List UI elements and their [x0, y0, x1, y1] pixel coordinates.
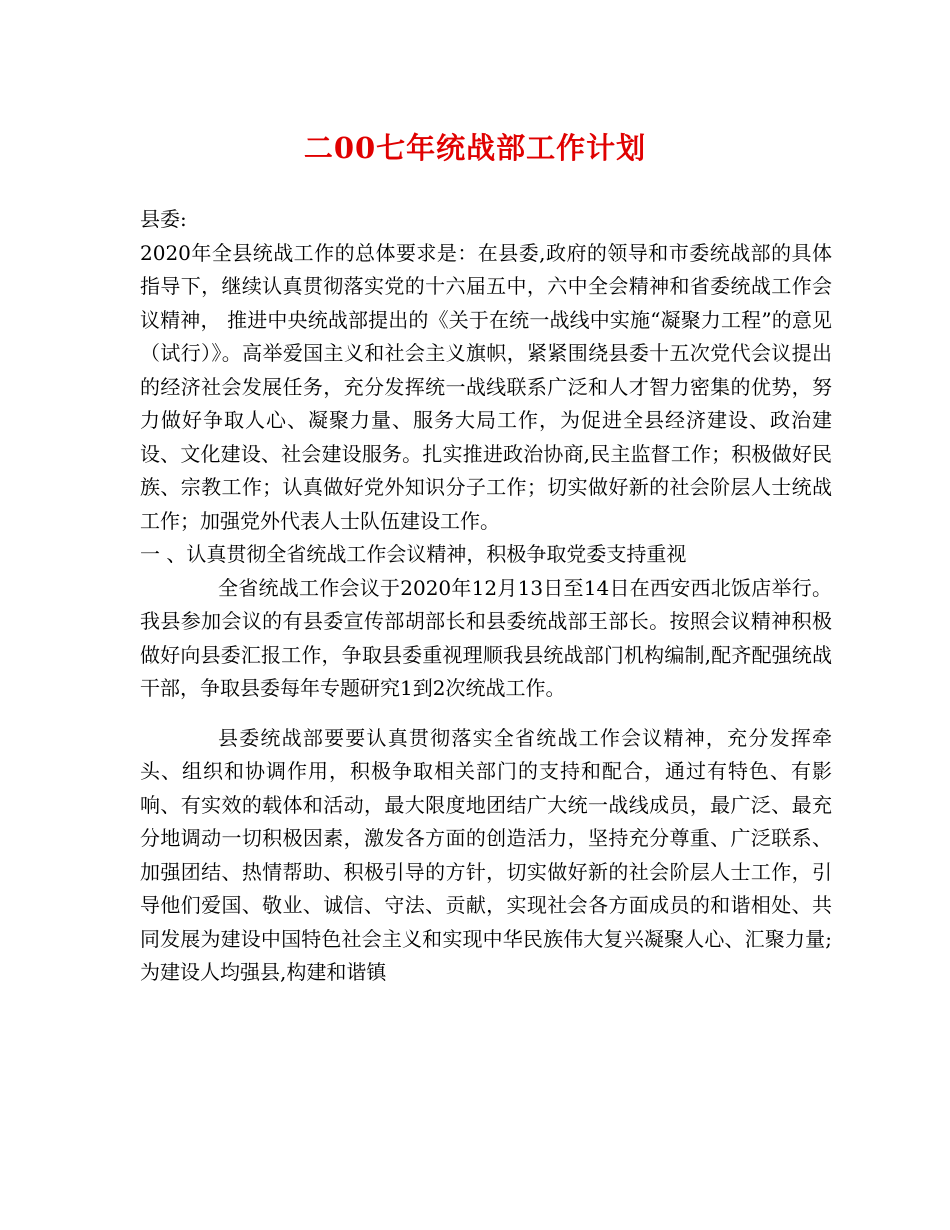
document-title: 二00七年统战部工作计划 — [303, 131, 647, 165]
paragraph-conference: 全省统战工作会议于2020年12月13日至14日在西安西北饭店举行。我县参加会议的有县委宣传部胡部长和县委统战部王部长。按照会议精神积极做好向县委汇报工作，争取县委重视理顺我县统战部门机构编制,配齐配强统战干部，争取县委每年专题研究1到2次统战工作。 — [140, 575, 832, 700]
salutation: 县委: — [140, 207, 187, 231]
document-body — [140, 203, 832, 990]
paragraph-implementation: 县委统战部要要认真贯彻落实全省统战工作会议精神，充分发挥牵头、组织和协调作用，积极争取相关部门的支持和配合，通过有特色、有影响、有实效的载体和活动，最大限度地团结广大统一战线成员，最广泛、最充分地调动一切积极因素，激发各方面的创造活力，坚持充分尊重、广泛联系、加强团结、热情帮助、积极引导的方针，切实做好新的社会阶层人士工作，引导他们爱国、敬业、诚信、守法、贡献，实现社会各方面成员的和谐相处、共同发展为建设中国特色社会主义和实现中华民族伟大复兴凝聚人心、汇聚力量;为建设人均强县,构建和谐镇 — [140, 725, 832, 984]
section-heading-1: 一 、认真贯彻全省统战工作会议精神，积极争取党委支持重视 — [140, 542, 687, 566]
paragraph-overview: 2020年全县统战工作的总体要求是：在县委,政府的领导和市委统战部的具体指导下，继续认真贯彻落实党的十六届五中，六中全会精神和省委统战工作会议精神， 推进中央统战部提出的《关于在统一战线中实施“凝聚力工程”的意见（试行）》。高举爱国主义和社会主义旗帜，紧紧围绕县委十五次党代会议提出的经济社会发展任务，充分发挥统一战线联系广泛和人才智力密集的优势，努力做好争取人心、凝聚力量、服务大局工作，为促进全县经济建设、政治建设、文化建设、社会建设服务。扎实推进政治协商,民主监督工作；积极做好民族、宗教工作；认真做好党外知识分子工作；切实做好新的社会阶层人士统战工作；加强党外代表人士队伍建设工作。 — [140, 240, 832, 533]
